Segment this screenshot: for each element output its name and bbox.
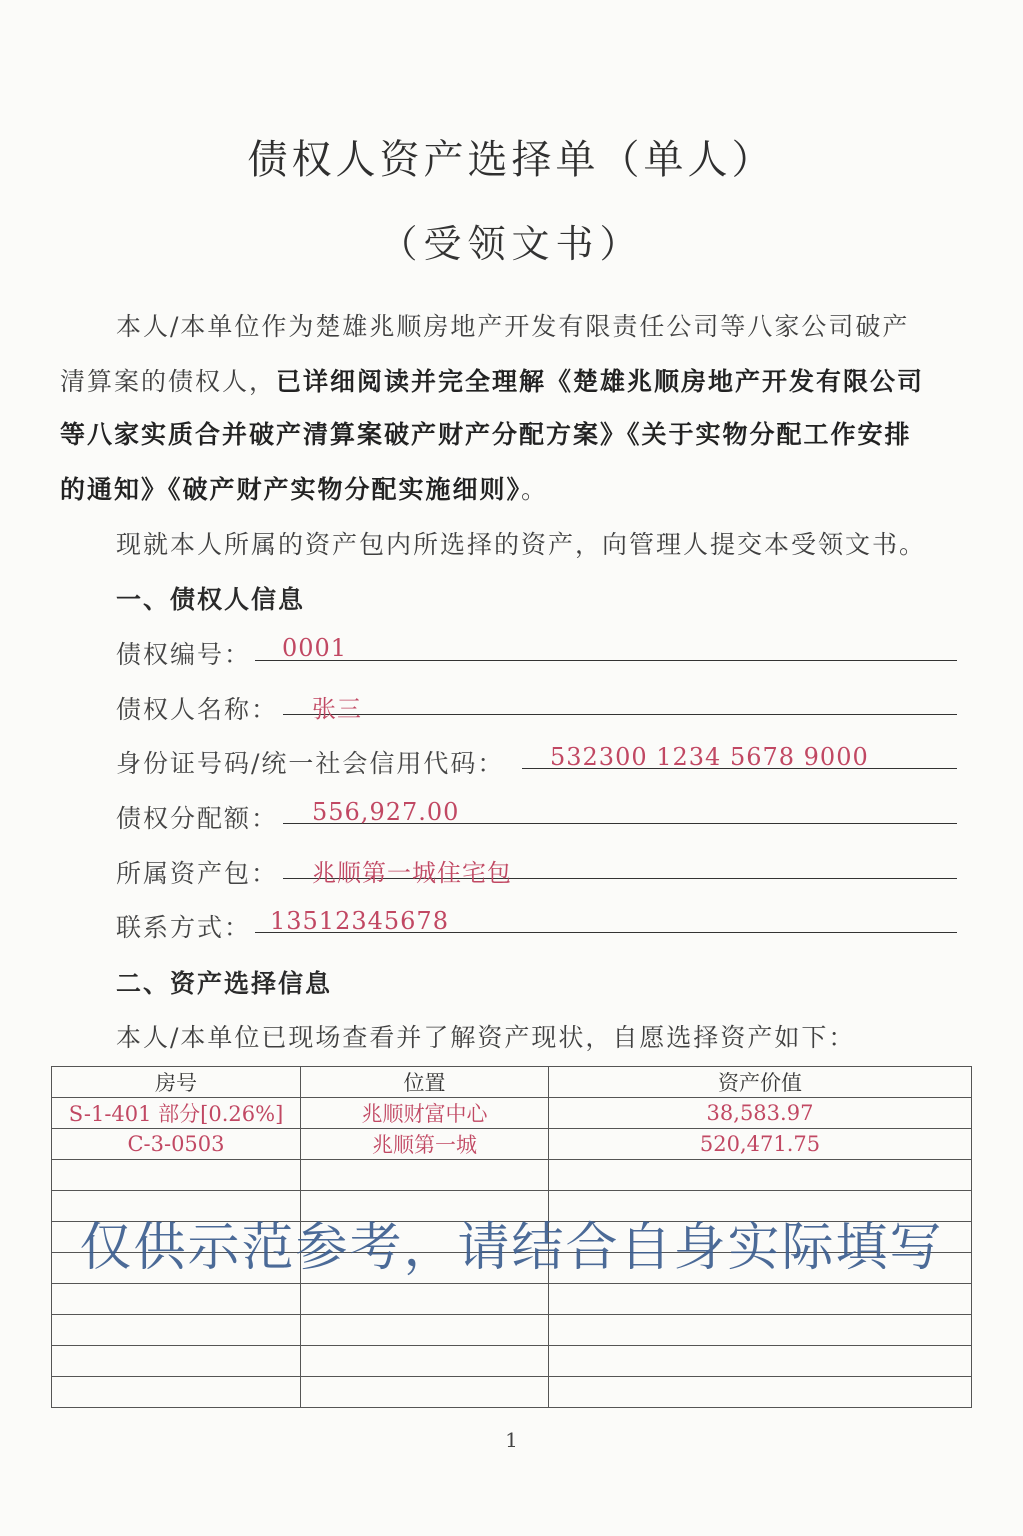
table-row	[52, 1098, 972, 1129]
distribution-amount-value: 556,927.00	[312, 798, 460, 826]
cell-location: 兆顺财富中心	[301, 1098, 549, 1129]
cell-location	[301, 1160, 549, 1191]
cell-room	[52, 1346, 301, 1377]
table-row	[52, 1377, 972, 1408]
intro-line-3: 等八家实质合并破产清算案破产财产分配方案》《关于实物分配工作安排	[60, 420, 912, 449]
id-number-label: 身份证号码/统一社会信用代码：	[116, 749, 505, 778]
document-title: 债权人资产选择单（单人）	[247, 137, 776, 183]
cell-room	[52, 1160, 301, 1191]
page-number: 1	[505, 1428, 518, 1452]
cell-location	[301, 1377, 549, 1408]
section-2-heading: 二、资产选择信息	[116, 969, 333, 998]
intro-line-2	[60, 362, 924, 398]
table-row	[52, 1346, 972, 1377]
cell-room	[52, 1377, 301, 1408]
column-header-value: 资产价值	[549, 1067, 972, 1098]
table-row	[52, 1129, 972, 1160]
cell-value: 520,471.75	[549, 1129, 972, 1160]
cell-value: 38,583.97	[549, 1098, 972, 1129]
intro-line-2-normal: 清算案的债权人，	[60, 367, 277, 396]
submit-statement: 现就本人所属的资产包内所选择的资产，向管理人提交本受领文书。	[116, 530, 927, 559]
cell-value	[549, 1346, 972, 1377]
cell-location	[301, 1284, 549, 1315]
creditor-name-underline	[283, 714, 957, 715]
asset-package-label: 所属资产包：	[116, 859, 279, 888]
cell-value	[549, 1160, 972, 1191]
cell-room: S-1-401 部分[0.26%]	[52, 1098, 301, 1129]
id-number-value: 532300 1234 5678 9000	[550, 743, 869, 771]
intro-line-4	[60, 470, 548, 506]
intro-line-1: 本人/本单位作为楚雄兆顺房地产开发有限责任公司等八家公司破产	[116, 312, 910, 341]
table-row	[52, 1284, 972, 1315]
cell-room	[52, 1284, 301, 1315]
cell-room	[52, 1315, 301, 1346]
creditor-number-value: 0001	[282, 634, 348, 662]
table-row	[52, 1160, 972, 1191]
column-header-room: 房号	[52, 1067, 301, 1098]
section-2-intro: 本人/本单位已现场查看并了解资产现状，自愿选择资产如下：	[116, 1023, 856, 1052]
column-header-location: 位置	[301, 1067, 549, 1098]
creditor-name-value: 张三	[312, 695, 362, 723]
intro-line-2-bold: 已详细阅读并完全理解《楚雄兆顺房地产开发有限公司	[276, 367, 925, 396]
table-row	[52, 1315, 972, 1346]
cell-value	[549, 1284, 972, 1315]
distribution-amount-label: 债权分配额：	[116, 804, 279, 833]
intro-line-4-end: 。	[521, 475, 549, 504]
creditor-number-label: 债权编号：	[116, 640, 252, 669]
table-header-row	[52, 1067, 972, 1098]
section-1-heading: 一、债权人信息	[116, 585, 306, 614]
document-subtitle: （受领文书）	[379, 222, 644, 266]
contact-label: 联系方式：	[116, 913, 252, 942]
creditor-name-label: 债权人名称：	[116, 695, 279, 724]
cell-location	[301, 1346, 549, 1377]
watermark-text: 仅供示范参考，请结合自身实际填写	[79, 1218, 944, 1278]
cell-value	[549, 1377, 972, 1408]
cell-location	[301, 1315, 549, 1346]
cell-room: C-3-0503	[52, 1129, 301, 1160]
creditor-number-underline	[255, 660, 957, 661]
cell-value	[549, 1315, 972, 1346]
asset-package-value: 兆顺第一城住宅包	[312, 859, 512, 887]
contact-value: 13512345678	[270, 907, 449, 935]
cell-location: 兆顺第一城	[301, 1129, 549, 1160]
intro-line-4-bold: 的通知》《破产财产实物分配实施细则》	[60, 475, 522, 504]
